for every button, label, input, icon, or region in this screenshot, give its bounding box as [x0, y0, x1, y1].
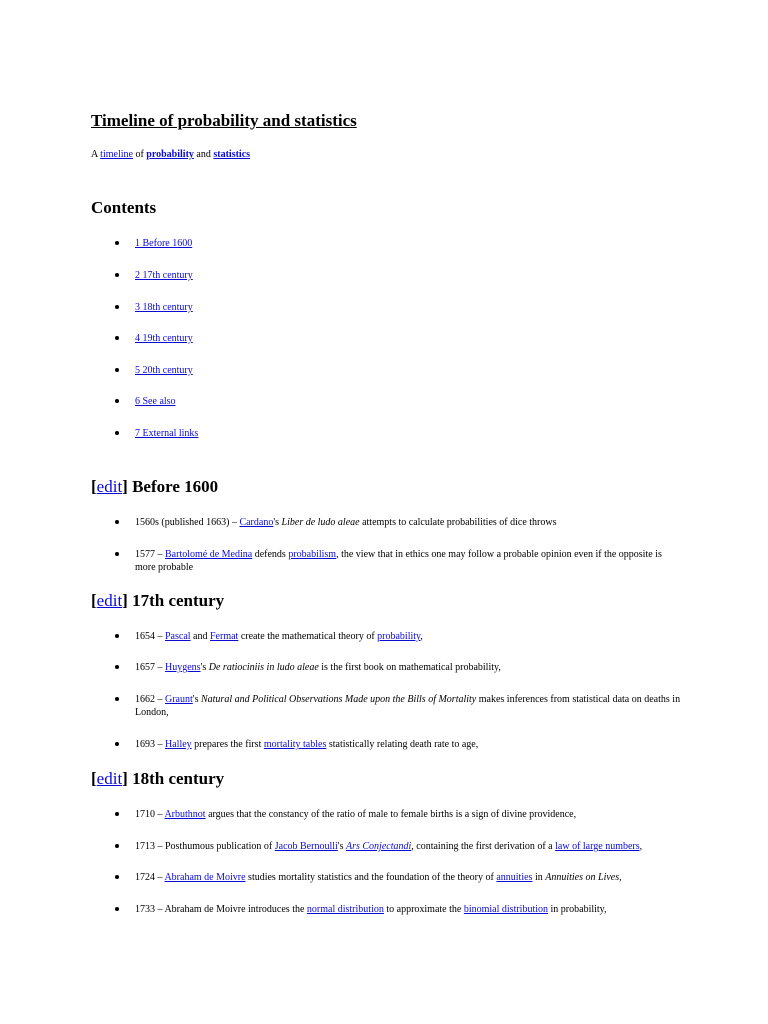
item-text: 1654 – — [135, 631, 165, 642]
page-title: Timeline of probability and statistics — [91, 111, 357, 130]
toc-link-before-1600[interactable]: 1 Before 1600 — [135, 238, 193, 249]
bullet-icon — [115, 368, 119, 372]
bullet-icon — [115, 241, 119, 245]
section-heading-18th-century: [edit] 18th century — [91, 769, 225, 788]
bullet-icon — [115, 812, 119, 816]
item-text: makes inferences from statistical data on deaths in London, — [135, 694, 681, 718]
item-text: 1657 – — [135, 662, 165, 673]
bullet-icon — [115, 520, 119, 524]
item-text: 1693 – — [135, 739, 165, 750]
item-text: , containing the first derivation of a — [411, 841, 556, 852]
item-text: 1662 – — [135, 694, 165, 705]
section-title: Before 1600 — [132, 477, 219, 496]
link-annuities[interactable]: annuities — [496, 872, 533, 883]
item-text: statistically relating death rate to age, — [326, 739, 479, 750]
link-law-of-large-numbers[interactable]: law of large numbers — [555, 841, 640, 852]
toc-link-see-also[interactable]: 6 See also — [135, 396, 176, 407]
item-text: 1724 – — [135, 872, 165, 883]
link-graunt[interactable]: Graunt — [165, 694, 193, 705]
toc-link-19th-century[interactable]: 4 19th century — [135, 333, 193, 344]
intro-a: A — [91, 149, 101, 160]
link-ars-conjectandi[interactable] — [346, 841, 411, 852]
item-text: studies mortality statistics and the foundation of the theory of — [245, 872, 497, 883]
toc-link-external-links[interactable]: 7 External links — [135, 428, 199, 439]
book-title: Natural and Political Observations Made upon the Bills of Mortality — [200, 694, 477, 705]
bullet-icon — [115, 665, 119, 669]
edit-link[interactable]: edit — [96, 769, 123, 788]
book-title: Annuities on Lives — [545, 872, 620, 883]
bullet-icon — [115, 697, 119, 701]
section-title: 18th century — [132, 769, 225, 788]
link-probabilism[interactable]: probabilism — [288, 549, 337, 560]
toc-link-18th-century[interactable]: 3 18th century — [135, 302, 193, 313]
link-jacob-bernoulli[interactable]: Jacob Bernoulli — [274, 841, 338, 852]
link-normal-distribution[interactable]: normal distribution — [306, 904, 384, 915]
bullet-icon — [115, 634, 119, 638]
intro-of: of — [132, 149, 147, 160]
link-fermat[interactable]: Fermat — [210, 631, 239, 642]
item-text: 1713 – Posthumous publication of — [135, 841, 275, 852]
bullet-icon — [115, 431, 119, 435]
item-text: , the view that in ethics one may follow a probable opinion even if the opposite is more probable — [135, 549, 662, 573]
section-heading-before-1600: [edit] Before 1600 — [91, 477, 219, 496]
link-pascal[interactable]: Pascal — [165, 631, 191, 642]
item-text: 's — [192, 694, 201, 705]
toc-link-20th-century[interactable]: 5 20th century — [135, 365, 193, 376]
link-statistics[interactable]: statistics — [213, 149, 251, 160]
item-text: , — [420, 631, 423, 642]
book-title: Liber de ludo aleae — [281, 517, 360, 528]
intro-and: and — [193, 149, 214, 160]
link-halley[interactable]: Halley — [165, 739, 192, 750]
link-abraham-de-moivre[interactable]: Abraham de Moivre — [164, 872, 246, 883]
item-text: in probability, — [548, 904, 607, 915]
item-text: 1710 – — [135, 809, 165, 820]
item-text: in — [532, 872, 546, 883]
section-heading-17th-century: [edit] 17th century — [91, 591, 225, 610]
bullet-icon — [115, 875, 119, 879]
item-text: 1577 – — [135, 549, 165, 560]
item-text: 's — [273, 517, 282, 528]
link-probability-theory[interactable]: probability — [377, 631, 421, 642]
item-text: argues that the constancy of the ratio of male to female births is a sign of divine providence, — [205, 809, 577, 820]
book-title: Ars Conjectandi — [345, 841, 412, 852]
bullet-icon — [115, 305, 119, 309]
book-title: De ratiociniis in ludo aleae — [208, 662, 319, 673]
item-text: attempts to calculate probabilities of dice throws — [359, 517, 557, 528]
item-text: prepares the first — [191, 739, 264, 750]
link-arbuthnot[interactable]: Arbuthnot — [164, 809, 206, 820]
item-text: 's — [337, 841, 346, 852]
link-huygens[interactable]: Huygens — [165, 662, 201, 673]
bullet-icon — [115, 552, 119, 556]
item-text: to approximate the — [383, 904, 464, 915]
item-text: defends — [252, 549, 289, 560]
bullet-icon — [115, 742, 119, 746]
link-mortality-tables[interactable]: mortality tables — [263, 739, 327, 750]
item-text: create the mathematical theory of — [238, 631, 378, 642]
item-text: is the first book on mathematical probability, — [318, 662, 501, 673]
item-text: 1733 – Abraham de Moivre introduces the — [135, 904, 307, 915]
bullet-icon — [115, 844, 119, 848]
bullet-icon — [115, 336, 119, 340]
edit-link[interactable]: edit — [96, 591, 123, 610]
item-text: 's — [200, 662, 209, 673]
bullet-icon — [115, 273, 119, 277]
link-binomial-distribution[interactable]: binomial distribution — [463, 904, 549, 915]
item-text: 1560s (published 1663) – — [135, 517, 240, 528]
item-text: , — [639, 841, 643, 852]
intro-text — [91, 149, 250, 160]
link-cardano[interactable]: Cardano — [239, 517, 274, 528]
toc-link-17th-century[interactable]: 2 17th century — [135, 270, 193, 281]
link-probability[interactable]: probability — [146, 149, 194, 160]
bullet-icon — [115, 907, 119, 911]
item-text: and — [190, 631, 210, 642]
item-text: , — [619, 872, 622, 883]
edit-link[interactable]: edit — [96, 477, 123, 496]
section-title: 17th century — [132, 591, 225, 610]
link-bartolome-de-medina[interactable]: Bartolomé de Medina — [165, 549, 253, 560]
bullet-icon — [115, 399, 119, 403]
contents-heading: Contents — [91, 198, 157, 217]
link-timeline[interactable]: timeline — [100, 149, 133, 160]
